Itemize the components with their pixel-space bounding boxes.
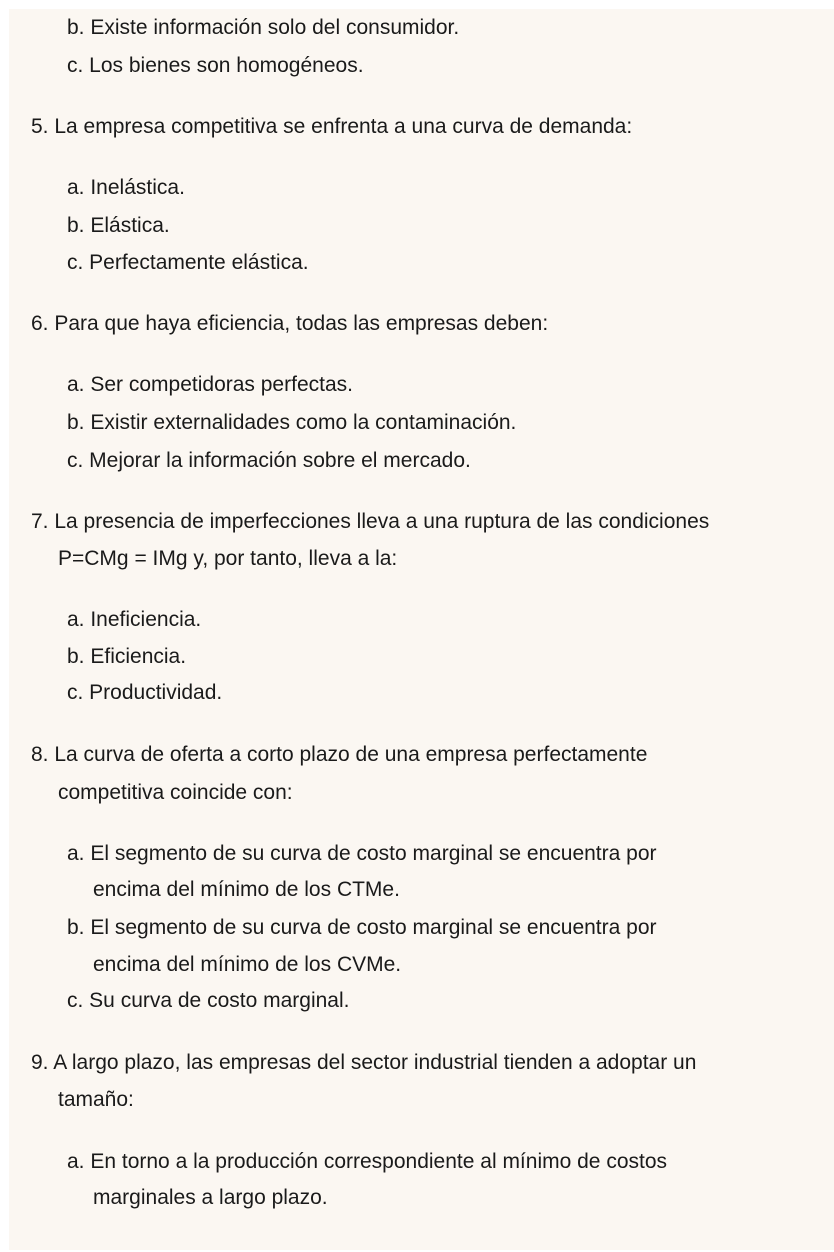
q9-option-a-line-1: a. En torno a la producción correspondiente al mínimo de costos [67,1150,668,1173]
q5-question: 5. La empresa competitiva se enfrenta a una curva de demanda: [31,115,633,138]
q7-option-c: c. Productividad. [67,681,223,704]
q6-option-b: b. Existir externalidades como la contaminación. [67,411,517,434]
q6-option-a: a. Ser competidoras perfectas. [67,373,353,396]
q9-question-line-1: 9. A largo plazo, las empresas del sector industrial tienden a adoptar un [31,1051,697,1074]
q8-option-a-line-2: encima del mínimo de los CTMe. [93,878,400,901]
document-page [9,9,834,1250]
q6-question: 6. Para que haya eficiencia, todas las empresas deben: [31,312,549,335]
q5-option-b: b. Elástica. [67,214,170,237]
q8-option-b-line-1: b. El segmento de su curva de costo marginal se encuentra por [67,916,657,939]
q5-option-c: c. Perfectamente elástica. [67,251,309,274]
q5-option-a: a. Inelástica. [67,176,185,199]
q6-option-c: c. Mejorar la información sobre el mercado. [67,449,471,472]
q8-option-a-line-1: a. El segmento de su curva de costo marginal se encuentra por [67,842,657,865]
q9-question-line-2: tamaño: [58,1088,134,1111]
q4-option-b: b. Existe información solo del consumidor. [67,16,460,39]
q8-option-b-line-2: encima del mínimo de los CVMe. [93,953,402,976]
q4-option-c: c. Los bienes son homogéneos. [67,54,364,77]
q9-option-a-line-2: marginales a largo plazo. [93,1186,328,1209]
q7-question-line-2: P=CMg = IMg y, por tanto, lleva a la: [58,547,398,570]
q7-option-a: a. Ineficiencia. [67,608,202,631]
q8-question-line-2: competitiva coincide con: [58,781,293,804]
q8-option-c: c. Su curva de costo marginal. [67,989,350,1012]
q7-option-b: b. Eficiencia. [67,645,187,668]
q8-question-line-1: 8. La curva de oferta a corto plazo de una empresa perfectamente [31,743,648,766]
q7-question-line-1: 7. La presencia de imperfecciones lleva a una ruptura de las condiciones [31,510,710,533]
